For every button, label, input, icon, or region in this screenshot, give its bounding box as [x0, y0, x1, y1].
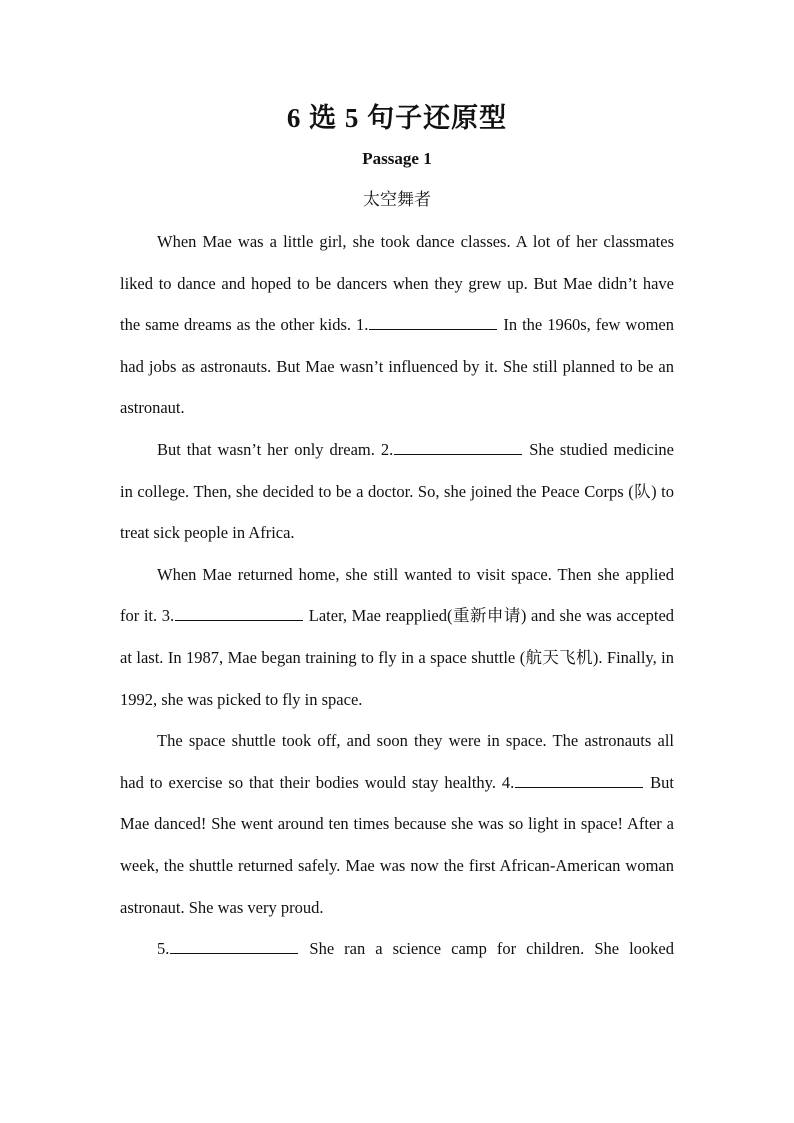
answer-blank-2[interactable]: [394, 436, 522, 455]
paragraph-4-text-a: The space shuttle took off, and soon they were in space. The astronauts all had to exercise so that their bodies would stay healthy.: [120, 731, 674, 792]
passage-label: Passage 1: [362, 149, 432, 168]
paragraph-1-text-b: In the 1960s, few women had jobs as astronauts. But Mae wasn’t influenced by it. She still planned to be an astronaut.: [120, 315, 675, 418]
paragraph-3-text-a: When Mae returned home, she still wanted to visit space. Then she applied for it.: [120, 564, 674, 626]
answer-blank-3[interactable]: [175, 602, 303, 621]
answer-blank-5[interactable]: [170, 935, 298, 954]
paragraph-3-text-b: Later, Mae reapplied(重新申请) and she was accepted at last. In 1987, Mae began training to fly in a space shuttle (航天飞机). Finally, in 1992, she was picked to fly in space.: [120, 606, 675, 709]
blank-5-number: 5.: [157, 939, 170, 959]
answer-blank-1[interactable]: [369, 311, 497, 330]
paragraph-1-text-a: When Mae was a little girl, she took dance classes. A lot of her classmates liked to dance and hoped to be dancers when they grew up. But Mae didn’t have the same dreams as the other kids.: [120, 232, 674, 335]
paragraph-2-text-b: She studied medicine in college. Then, she decided to be a doctor. So, she joined the Peace Corps (队) to treat sick people in Africa.: [120, 439, 675, 543]
blank-2-number: 2.: [380, 439, 394, 459]
paragraph-4: [120, 720, 674, 928]
paragraph-5: [120, 928, 674, 970]
passage-body: [120, 221, 674, 970]
paragraph-5-text-b: She ran a science camp for children. She looked: [309, 939, 674, 959]
passage-title: 太空舞者: [363, 190, 431, 209]
blank-3-number: 3.: [161, 606, 175, 626]
blank-1-number: 1.: [355, 315, 369, 335]
page-title: 6 选 5 句子还原型: [286, 103, 508, 133]
paragraph-1: [120, 221, 674, 429]
paragraph-4-text-b: But Mae danced! She went around ten times because she was so light in space! After a week, the shuttle returned safely. Mae was now the first African-American woman astronaut. She was very proud.: [120, 772, 675, 917]
paragraph-3: [120, 554, 674, 720]
blank-4-number: 4.: [501, 772, 515, 792]
answer-blank-4[interactable]: [515, 769, 643, 788]
paragraph-2: [120, 429, 674, 554]
paragraph-2-text-a: But that wasn’t her only dream.: [157, 439, 375, 459]
